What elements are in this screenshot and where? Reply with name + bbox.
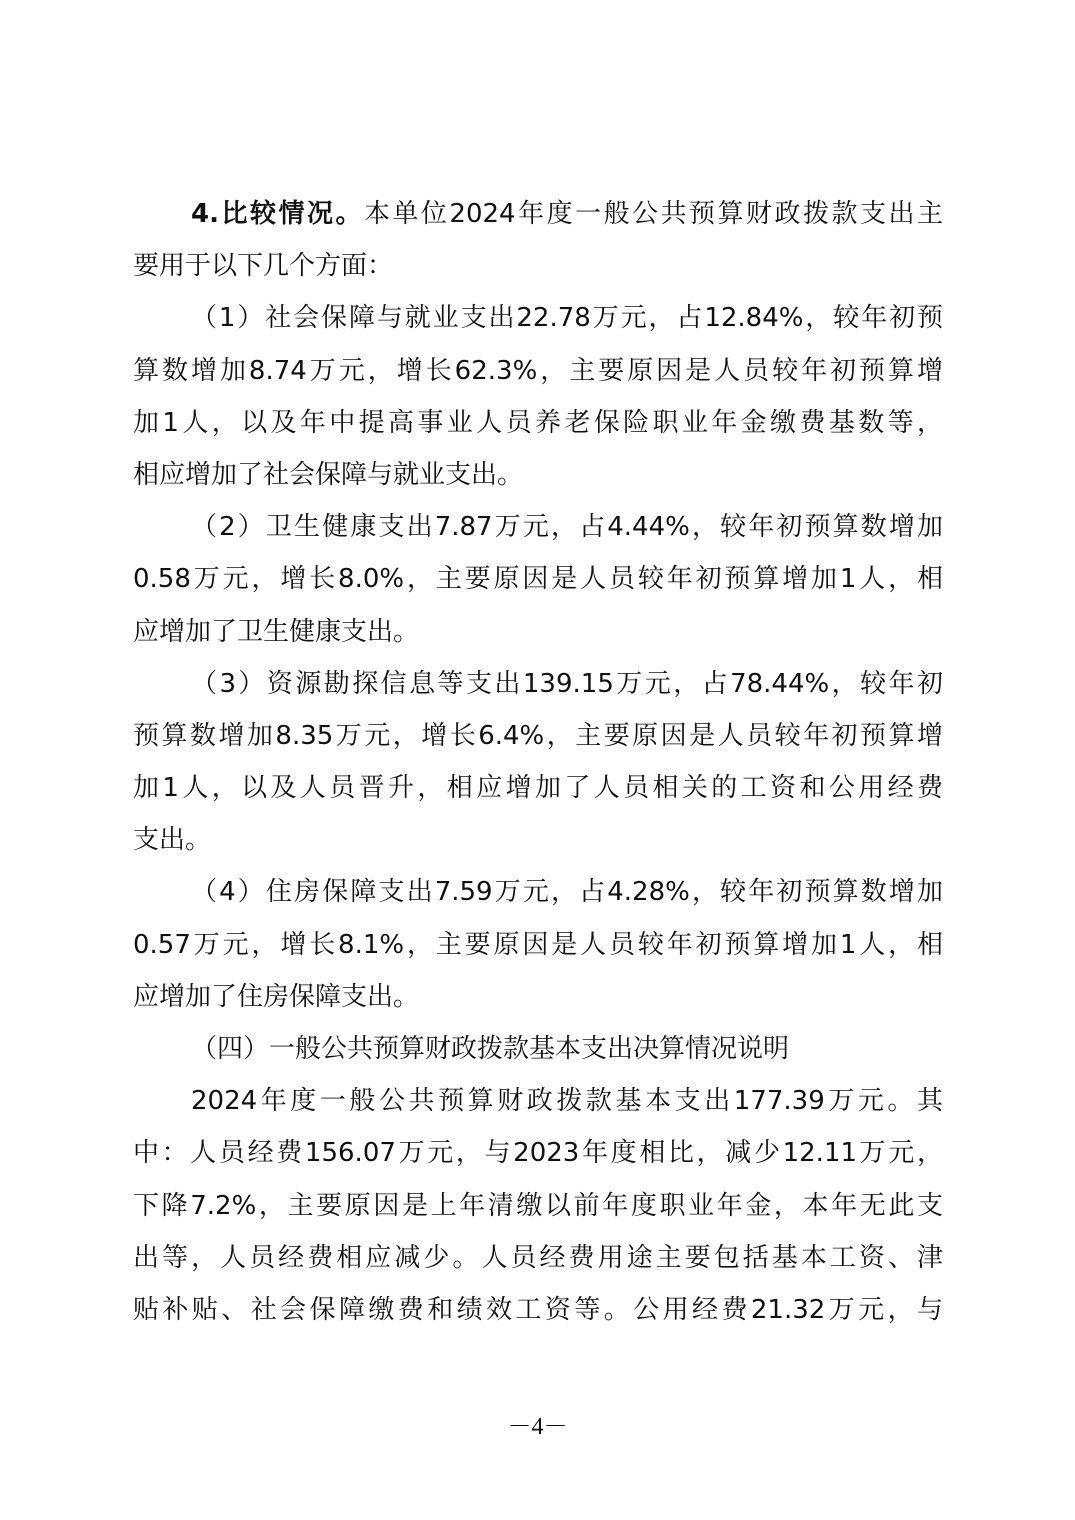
line-text: （4）住房保障支出7.59万元，占4.28%，较年初预算数增加 — [191, 877, 943, 908]
text-line — [133, 188, 943, 240]
paragraph-lead: 4.比较情况。 — [191, 199, 364, 229]
line-text: 应增加了卫生健康支出。 — [133, 616, 420, 647]
line-text: 相应增加了社会保障与就业支出。 — [133, 459, 524, 490]
text-line — [133, 345, 943, 397]
line-text: 应增加了住房保障支出。 — [133, 981, 420, 1012]
text-line — [133, 866, 943, 918]
line-text: 加1人，以及年中提高事业人员养老保险职业年金缴费基数等， — [133, 407, 943, 438]
line-text: 贴补贴、社会保障缴费和绩效工资等。公用经费21.32万元，与 — [133, 1294, 943, 1325]
line-text: 0.58万元，增长8.0%，主要原因是人员较年初预算增加1人，相 — [133, 564, 943, 595]
line-text: 下降7.2%，主要原因是上年清缴以前年度职业年金，本年无此支 — [133, 1190, 943, 1221]
line-text: 2024年度一般公共预算财政拨款基本支出177.39万元。其 — [191, 1086, 943, 1117]
text-line — [133, 1023, 943, 1075]
paragraph — [133, 658, 943, 867]
line-text: 加1人，以及人员晋升，相应增加了人员相关的工资和公用经费 — [133, 773, 943, 804]
paragraph — [133, 188, 943, 292]
line-text: （四）一般公共预算财政拨款基本支出决算情况说明 — [191, 1034, 790, 1064]
line-text: （3）资源勘探信息等支出139.15万元，占78.44%，较年初 — [191, 668, 943, 699]
text-line — [133, 1075, 943, 1127]
paragraph — [133, 866, 943, 1023]
line-text: 预算数增加8.35万元，增长6.4%，主要原因是人员较年初预算增 — [133, 720, 943, 751]
text-line — [133, 501, 943, 553]
paragraph — [133, 1023, 943, 1075]
line-text: （2）卫生健康支出7.87万元，占4.44%，较年初预算数增加 — [191, 512, 943, 543]
paragraph — [133, 292, 943, 501]
text-line — [133, 1127, 943, 1179]
line-text: 算数增加8.74万元，增长62.3%，主要原因是人员较年初预算增 — [133, 355, 943, 386]
text-line — [133, 710, 943, 762]
text-line — [133, 919, 943, 971]
paragraph — [133, 1075, 943, 1336]
document-body — [133, 188, 943, 1336]
text-line — [133, 397, 943, 449]
line-text: （1）社会保障与就业支出22.78万元，占12.84%，较年初预 — [191, 303, 943, 334]
text-line — [133, 762, 943, 814]
text-line — [133, 814, 943, 866]
text-line — [133, 1180, 943, 1232]
text-line — [133, 240, 943, 292]
text-line — [133, 292, 943, 344]
text-line — [133, 658, 943, 710]
paragraph — [133, 501, 943, 658]
line-text: 要用于以下几个方面： — [133, 251, 394, 282]
text-line — [133, 606, 943, 658]
line-text: 支出。 — [133, 825, 212, 856]
line-text: 0.57万元，增长8.1%，主要原因是人员较年初预算增加1人，相 — [133, 929, 943, 960]
page-number: －4－ — [507, 1414, 568, 1440]
text-line — [133, 1284, 943, 1336]
text-line — [133, 971, 943, 1023]
line-text: 本单位2024年度一般公共预算财政拨款支出主 — [363, 199, 944, 229]
line-text: 中：人员经费156.07万元，与2023年度相比，减少12.11万元， — [133, 1138, 943, 1169]
line-text: 出等，人员经费相应减少。人员经费用途主要包括基本工资、津 — [133, 1242, 943, 1273]
text-line — [133, 449, 943, 501]
text-line — [133, 1232, 943, 1284]
text-line — [133, 553, 943, 605]
